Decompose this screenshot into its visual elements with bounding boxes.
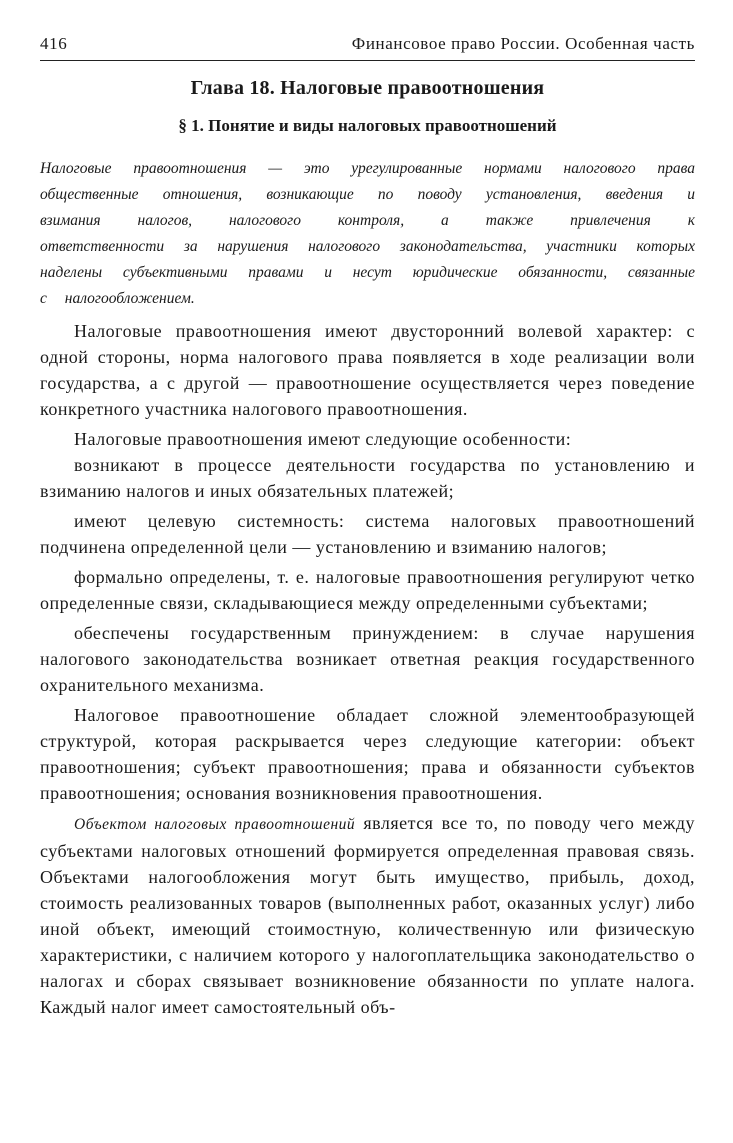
paragraph-feature-coercion: обеспечены государственным принуждением: в случае нарушения налогового законодательства возникает ответная реакция государственного охранительного механизма. (40, 623, 695, 695)
running-title: Финансовое право России. Особенная часть (351, 34, 695, 53)
object-text: является все то, по поводу чего между субъектами налоговых отношений формируется определенная правовая связь. Объектами налогообложения могут быть имущество, прибыль, доход, стоимость реализованных товаров (выполненных работ, оказанных услуг) либо иной объект, имеющий стоимостную, количественную или физическую характеристики, с наличием которого у налогоплательщика законодательство о налогах и сборах связывает возникновение обязанности по уплате налога. Каждый налог имеет самостоятельный объ- (40, 813, 695, 1017)
paragraph-feature-formal: формально определены, т. е. налоговые правоотношения регулируют четко определенные связи, складывающиеся между определенными субъектами; (40, 567, 695, 613)
section-title: § 1. Понятие и виды налоговых правоотношений (178, 116, 557, 135)
paragraph-features-intro: Налоговые правоотношения имеют следующие особенности: (74, 429, 572, 449)
paragraph-feature-origin: возникают в процессе деятельности государства по установлению и взиманию налогов и иных обязательных платежей; (40, 455, 695, 501)
paragraph-volitional-character: Налоговые правоотношения имеют двусторонний волевой характер: с одной стороны, норма налогового права появляется в ходе реализации воли государства, а с другой — правоотношение осуществляется через поведение конкретного участника налогового правоотношения. (40, 321, 695, 419)
page-number: 416 (40, 34, 68, 53)
definition-paragraph: Налоговые правоотношения — это урегулированные нормами налогового права общественные отношения, возникающие по поводу установления, введения и взимания налогов, налогового контроля, а также привлечения к ответственности за нарушения налогового законодательства, участники которых наделены субъективными правами и несут юридические обязанности, связанные с налогообложением. (40, 160, 695, 307)
paragraph-object (40, 810, 695, 1020)
paragraph-structure: Налоговое правоотношение обладает сложной элементообразующей структурой, которая раскрывается через следующие категории: объект правоотношения; субъект правоотношения; права и обязанности субъектов правоотношения; основания возникновения правоотношения. (40, 705, 695, 803)
chapter-title: Глава 18. Налоговые правоотношения (190, 77, 545, 99)
running-header (40, 34, 695, 61)
paragraph-feature-systemic: имеют целевую системность: система налоговых правоотношений подчинена определенной цели — установлению и взиманию налогов; (40, 511, 695, 557)
object-term: Объектом налоговых правоотношений (74, 816, 356, 833)
